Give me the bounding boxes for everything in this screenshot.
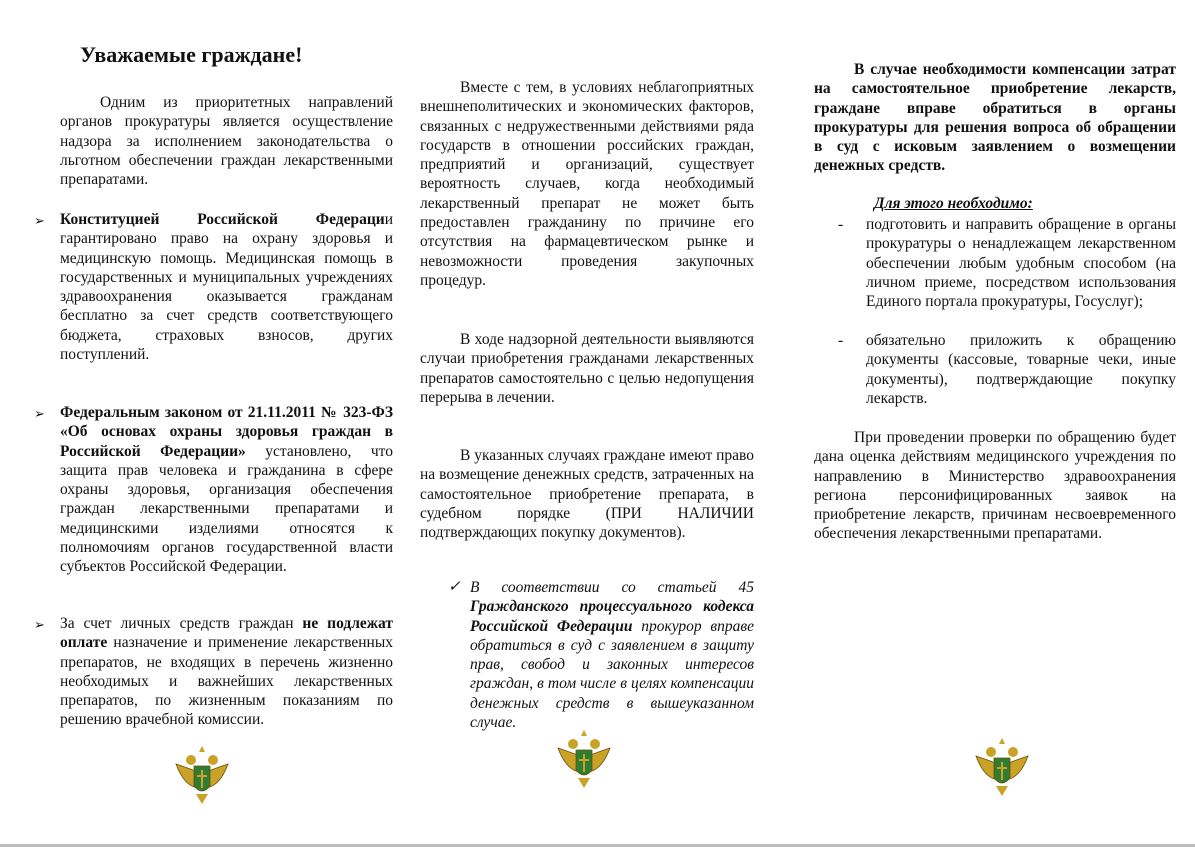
list-item-text: подготовить и направить обращение в органы прокуратуры о ненадлежащем лекарственном обеспечении любым удобным способом (на личном приеме, посредством использования Единого портала прокуратуры, Госуслуг);: [866, 216, 1176, 311]
crown-shape: [199, 746, 205, 752]
right-head-shape: [590, 739, 600, 749]
intro-paragraph: Одним из приоритетных направлений органов прокуратуры является осуществление надзора за исполнением законодательства о льготном обеспечении граждан лекарственными препаратами.: [60, 94, 393, 189]
arrow-bullet-icon: ➢: [34, 617, 45, 632]
bullet-personal-funds: [34, 614, 393, 730]
quote-bold: Гражданского процессуального кодекса Российской Федерации: [470, 598, 754, 635]
eagle-emblem-icon: [974, 734, 1030, 800]
personal-funds-pre: За счет личных средств граждан: [60, 615, 303, 632]
dash-bullet: -: [838, 216, 844, 233]
tail-shape: [196, 794, 208, 804]
arrow-bullet-icon: ➢: [34, 213, 45, 228]
paragraph-circumstances: Вместе с тем, в условиях неблагоприятных внешнеполитических и экономических факторов, связанных с недружественными действиями ряда государств в отношении российских граждан, предприятий и организаций, существует вероятность случаев, когда необходимый лекарственный препарат не может быть предоставлен гражданину по причине его отсутствия на фармацевтическом рынке и невозможности проведения закупочных процедур.: [420, 79, 754, 289]
dash-bullet: -: [838, 332, 844, 349]
crown-shape: [999, 738, 1005, 744]
paragraph-compensation-right: В указанных случаях граждане имеют право на возмещение денежных средств, затраченных на самостоятельное приобретение препарата, в судебном порядке (ПРИ НАЛИЧИИ подтверждающих покупку документов).: [420, 447, 754, 542]
final-paragraph: При проведении проверки по обращению будет дана оценка действиям медицинского учреждения по направлению в Министерство здравоохранения региона персонифицированных заявок на приобретение лекарств, причинам несвоевременного обеспечения лекарственными препаратами.: [814, 429, 1176, 543]
paragraph-supervision: В ходе надзорной деятельности выявляются случаи приобретения гражданами лекарственных препаратов самостоятельно с целью недопущения перерыва в лечении.: [420, 331, 754, 406]
need-title: Для этого необходимо:: [874, 195, 1033, 212]
right-head-shape: [208, 755, 218, 765]
page-title: Уважаемые граждане!: [80, 42, 303, 67]
tail-shape: [578, 778, 590, 788]
quote-text: прокурор вправе обратиться в суд с заявлением в защиту прав, свобод и законных интересов граждан, в том числе в целях компенсации денежных средств в вышеуказанном случае.: [470, 617, 754, 732]
eagle-emblem-icon: [556, 726, 612, 792]
eagle-emblem-icon: [174, 742, 230, 808]
eagle-emblem-group: [176, 746, 228, 804]
arrow-bullet-icon: ➢: [34, 406, 45, 421]
right-head-shape: [1008, 747, 1018, 757]
eagle-emblem-group: [976, 738, 1028, 796]
quote-civil-procedure: [448, 578, 754, 732]
eagle-emblem-group: [558, 730, 610, 788]
constitution-text: и гарантировано право на охрану здоровья и медицинскую помощь. Медицинская помощь в государственных и муниципальных учреждениях здравоохранения оказывается гражданам бесплатно за счет средств соответствующего бюджета, страховых взносов, других поступлений.: [60, 211, 393, 364]
bullet-federal-law: [34, 403, 393, 577]
federal-law-bold: Федеральным законом от 21.11.2011 № 323-ФЗ «Об основах охраны здоровья граждан в Российской Федерации»: [60, 404, 393, 460]
crown-shape: [581, 730, 587, 736]
federal-law-text: установлено, что защита прав человека и гражданина в сфере охраны здоровья, организация обеспечения граждан лекарственными препаратами и медицинскими изделиями относятся к полномочиям органов государственной власти субъектов Российской Федерации.: [60, 442, 393, 576]
tail-shape: [996, 786, 1008, 796]
bold-intro-paragraph: В случае необходимости компенсации затрат на самостоятельное приобретение лекарств, граждане вправе обратиться в органы прокуратуры для решения вопроса об обращении в суд с исковым заявлением о возмещении денежных средств.: [814, 61, 1176, 175]
personal-funds-text: назначение и применение лекарственных препаратов, не входящих в перечень жизненно необходимых и важнейших лекарственных препаратов, по жизненным показаниям по решению врачебной комиссии.: [60, 634, 393, 729]
left-head-shape: [186, 755, 196, 765]
list-item-text: обязательно приложить к обращению документы (кассовые, товарные чеки, иные документы), подтверждающие покупку лекарств.: [866, 332, 1176, 407]
left-head-shape: [568, 739, 578, 749]
personal-funds-bold: не подлежат оплате: [60, 615, 393, 652]
checkmark-icon: ✓: [448, 579, 461, 595]
left-head-shape: [986, 747, 996, 757]
quote-pre: В соответствии со статьей 45: [470, 579, 754, 596]
constitution-bold: Конституцией Российской Федераци: [60, 211, 385, 228]
list-item: [838, 215, 1176, 311]
list-item: [838, 331, 1176, 408]
bullet-constitution: [34, 210, 393, 364]
